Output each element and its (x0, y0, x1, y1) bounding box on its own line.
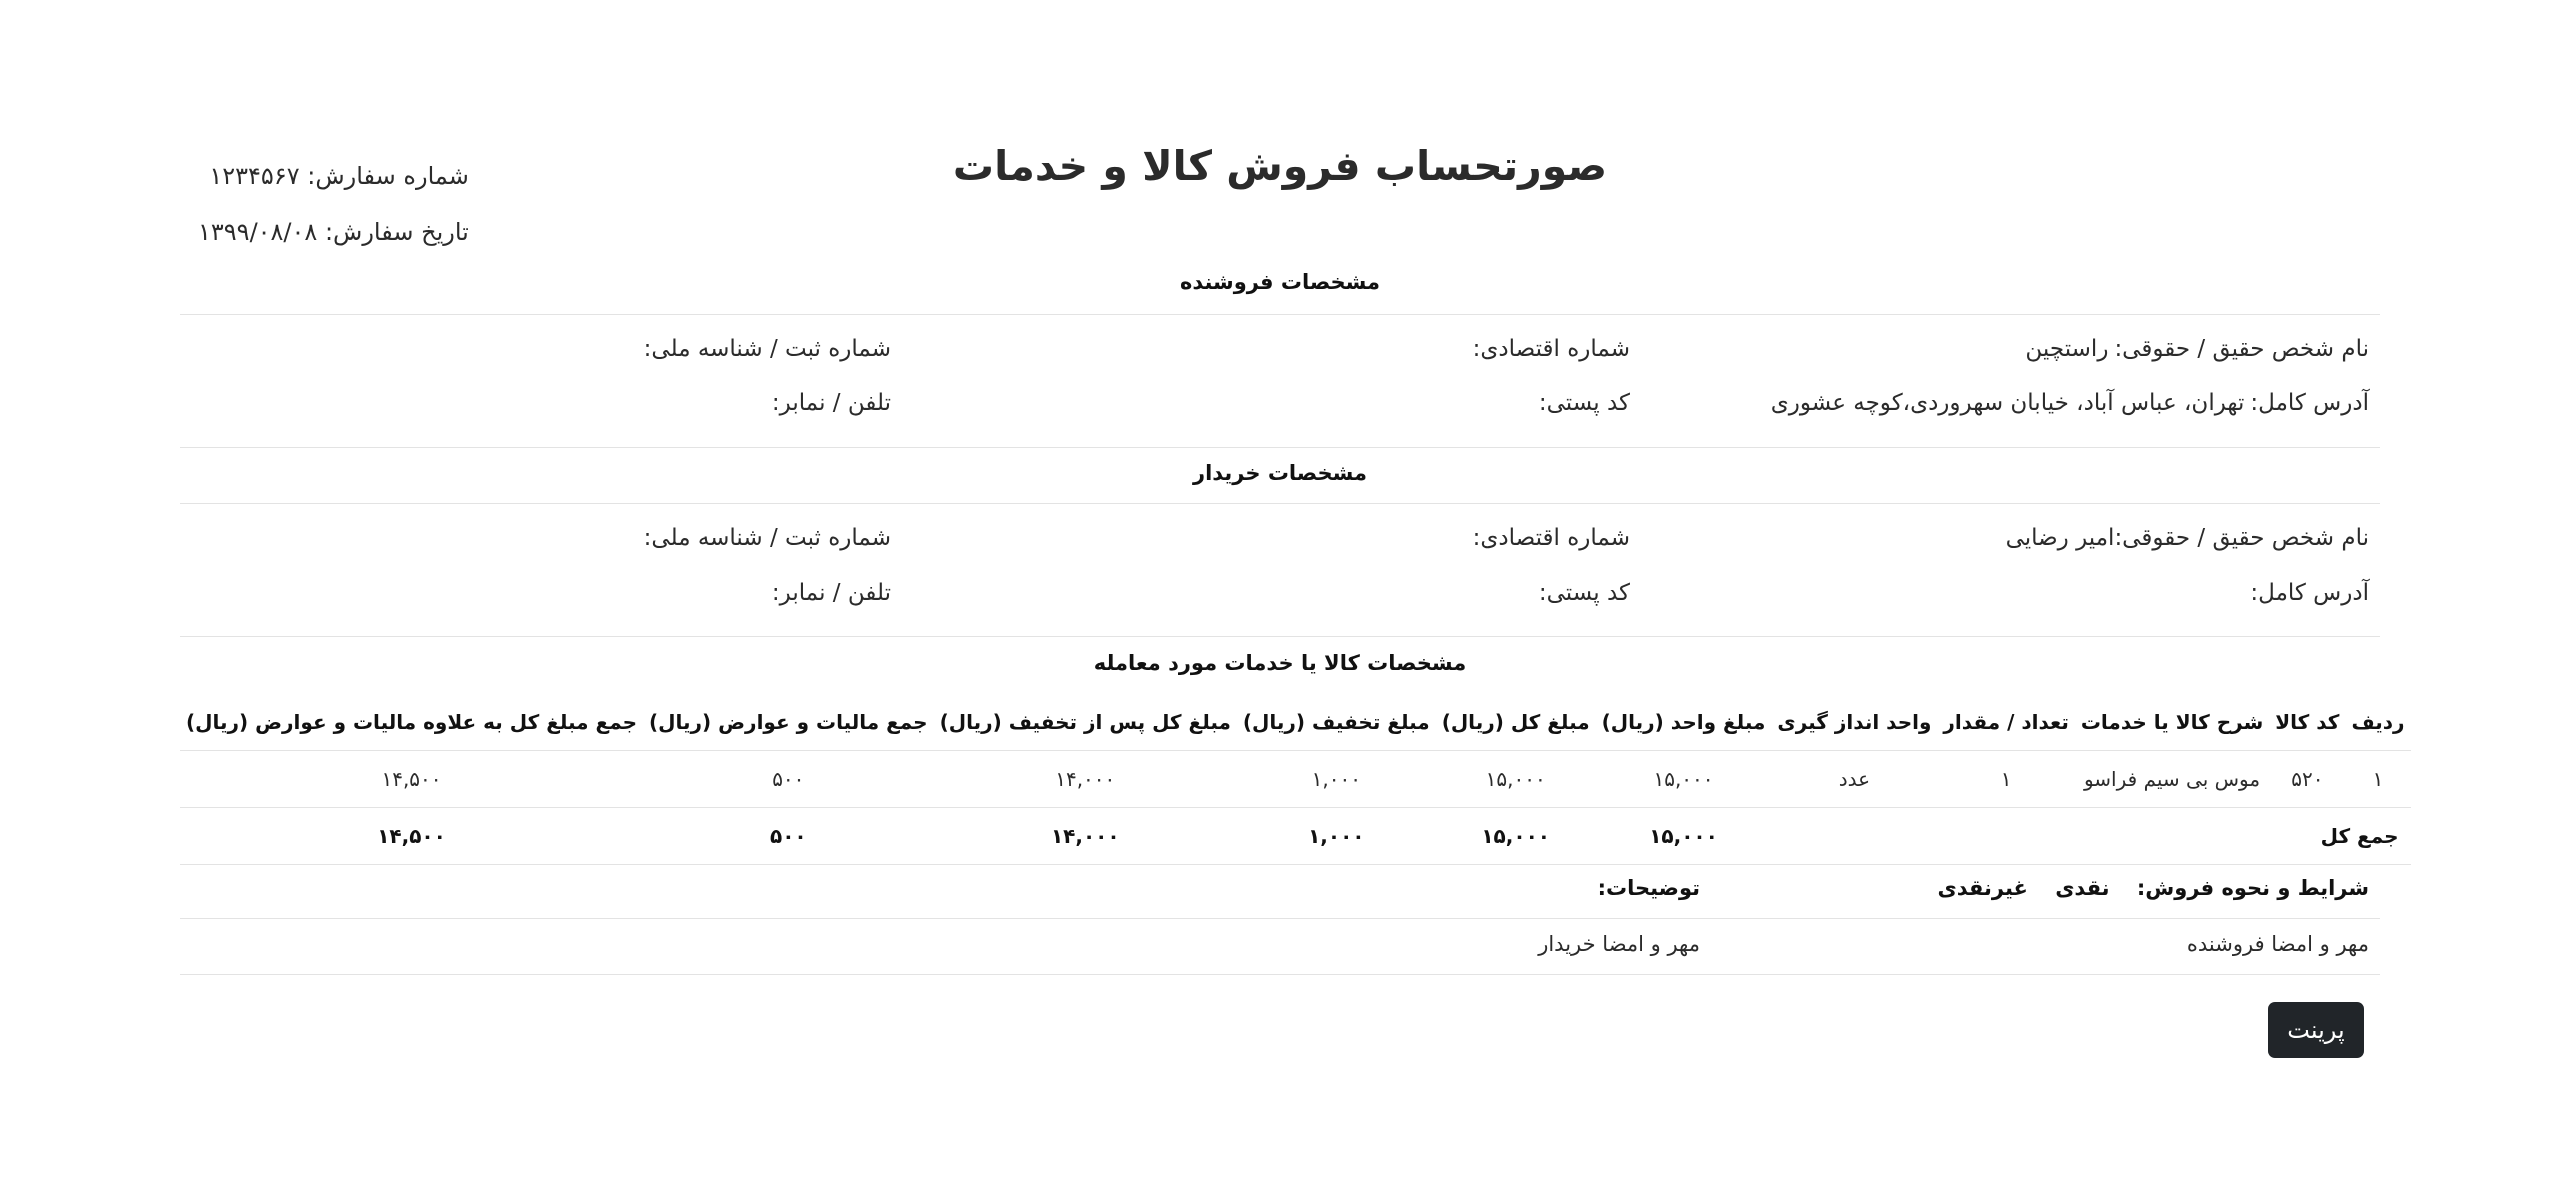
total-discount: ۱,۰۰۰ (1237, 808, 1436, 865)
terms-label: شرایط و نحوه فروش: (2136, 876, 2369, 900)
divider (180, 974, 2380, 975)
items-table (180, 694, 2411, 865)
buyer-phone-field (772, 580, 891, 606)
seller-phone-label: تلفن / نمابر: (771, 390, 891, 416)
seller-address-field (1771, 390, 2369, 416)
buyer-address-field (2250, 580, 2369, 606)
totals-row (180, 808, 2411, 865)
buyer-postal-field (1539, 580, 1630, 606)
divider (180, 447, 2380, 448)
col-unit: واحد انداز گیری (1771, 694, 1937, 751)
col-description: شرح کالا یا خدمات (2075, 694, 2269, 751)
cell-after-discount: ۱۴,۰۰۰ (934, 751, 1237, 808)
seller-name-value: راستچین (2025, 336, 2109, 362)
cell-row: ۱ (2345, 751, 2410, 808)
order-number-label: شماره سفارش: (307, 162, 469, 190)
terms-cash: نقدی (2055, 876, 2110, 900)
buyer-signature: مهر و امضا خریدار (1538, 932, 1700, 956)
seller-address-label: آدرس کامل: (2250, 390, 2369, 416)
order-number-value: ۱۲۳۴۵۶۷ (209, 162, 300, 190)
seller-phone-field (772, 390, 891, 416)
seller-name-label: نام شخص حقیق / حقوقی: (2114, 336, 2369, 362)
buyer-name-field (2006, 525, 2369, 551)
cell-unit-price: ۱۵,۰۰۰ (1596, 751, 1772, 808)
terms-noncash: غیرنقدی (1937, 876, 2028, 900)
seller-address-value: تهران، عباس آباد، خیابان سهروردی،کوچه عشوری (1770, 390, 2245, 416)
seller-postal-field (1539, 390, 1630, 416)
col-row: ردیف (2345, 694, 2410, 751)
col-unit-price: مبلغ واحد (ریال) (1596, 694, 1772, 751)
buyer-economic-label: شماره اقتصادی: (1472, 525, 1630, 551)
cell-code: ۵۲۰ (2269, 751, 2345, 808)
col-discount: مبلغ تخفیف (ریال) (1237, 694, 1436, 751)
table-row (180, 751, 2411, 808)
cell-description: موس بی سیم فراسو (2075, 751, 2269, 808)
col-after-discount: مبلغ کل پس از تخفیف (ریال) (934, 694, 1237, 751)
cell-total-price: ۱۵,۰۰۰ (1436, 751, 1596, 808)
col-tax: جمع مالیات و عوارض (ریال) (643, 694, 934, 751)
total-total-price: ۱۵,۰۰۰ (1436, 808, 1596, 865)
terms-field (1938, 876, 2369, 900)
invoice-page (180, 0, 2405, 1187)
seller-postal-label: کد پستی: (1538, 390, 1630, 416)
totals-label: جمع کل (1771, 808, 2410, 865)
cell-quantity: ۱ (1937, 751, 2074, 808)
page-title: صورتحساب فروش کالا و خدمات (952, 142, 1608, 190)
seller-signature: مهر و امضا فروشنده (2186, 932, 2369, 956)
divider (180, 918, 2380, 919)
seller-registration-label: شماره ثبت / شناسه ملی: (643, 336, 891, 362)
cell-tax: ۵۰۰ (643, 751, 934, 808)
col-grand: جمع مبلغ کل به علاوه مالیات و عوارض (ریال) (180, 694, 643, 751)
total-unit-price: ۱۵,۰۰۰ (1596, 808, 1772, 865)
buyer-registration-label: شماره ثبت / شناسه ملی: (643, 525, 891, 551)
buyer-name-value: امیر رضایی (2005, 525, 2115, 551)
buyer-section-title: مشخصات خریدار (1193, 461, 1367, 485)
print-button[interactable]: پرینت (2268, 1002, 2364, 1058)
total-grand: ۱۴,۵۰۰ (180, 808, 643, 865)
order-date (198, 204, 469, 260)
cell-discount: ۱,۰۰۰ (1237, 751, 1436, 808)
items-section-title: مشخصات کالا یا خدمات مورد معامله (1093, 651, 1467, 675)
order-date-label: تاریخ سفارش: (324, 218, 469, 246)
table-header-row (180, 694, 2411, 751)
seller-section-title: مشخصات فروشنده (1179, 270, 1381, 294)
buyer-postal-label: کد پستی: (1538, 580, 1630, 606)
seller-name-field (2025, 336, 2369, 362)
col-total-price: مبلغ کل (ریال) (1436, 694, 1596, 751)
col-quantity: تعداد / مقدار (1937, 694, 2074, 751)
divider (180, 636, 2380, 637)
seller-registration-field (644, 336, 891, 362)
total-tax: ۵۰۰ (643, 808, 934, 865)
order-date-value: ۱۳۹۹/۰۸/۰۸ (198, 218, 318, 246)
notes-label: توضیحات: (1597, 876, 1700, 900)
total-after-discount: ۱۴,۰۰۰ (934, 808, 1237, 865)
buyer-address-label: آدرس کامل: (2250, 580, 2369, 606)
buyer-economic-field (1473, 525, 1630, 551)
cell-grand: ۱۴,۵۰۰ (180, 751, 643, 808)
divider (180, 503, 2380, 504)
cell-unit: عدد (1771, 751, 1937, 808)
buyer-name-label: نام شخص حقیق / حقوقی: (2114, 525, 2369, 551)
seller-economic-field (1473, 336, 1630, 362)
divider (180, 314, 2380, 315)
seller-economic-label: شماره اقتصادی: (1472, 336, 1630, 362)
col-code: کد کالا (2269, 694, 2345, 751)
buyer-registration-field (644, 525, 891, 551)
buyer-phone-label: تلفن / نمابر: (771, 580, 891, 606)
